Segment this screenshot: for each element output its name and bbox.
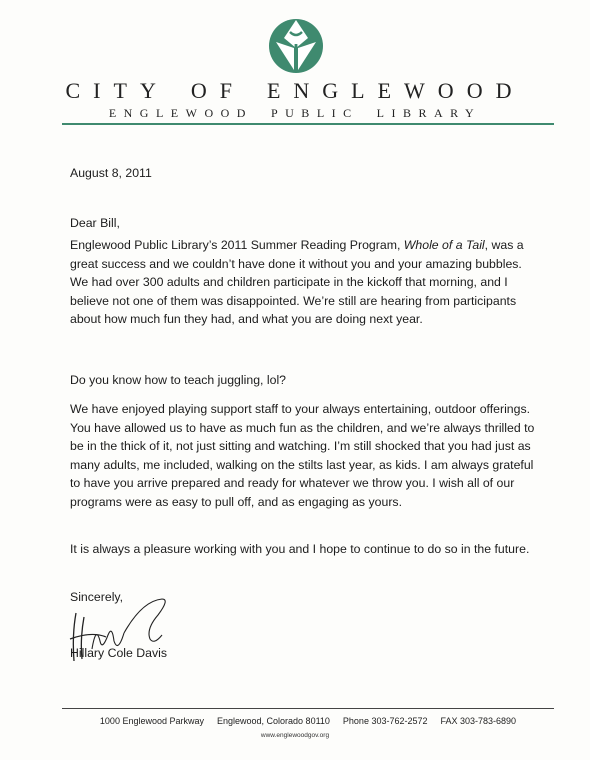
footer-fax: FAX 303-783-6890 [440,716,517,726]
title-word-city: CITY [65,78,169,103]
footer-divider [62,708,554,709]
paragraph-3: We have enjoyed playing support staff to your always entertaining, outdoor offerings. You have allowed us to have as much fun as the children, and we’re always thrilled to be in the thick of it, not just sitting and watching. I’m still shocked that you had just as many adults, me included, walking on the stilts last year, as kids. I am always grateful to have you arrive prepared and ready for whatever we throw you. I wish all of our programs were as easy to pull off, and as engaging as yours. [70,402,535,509]
salutation: Dear Bill, [70,216,120,230]
subtitle-word-englewood: ENGLEWOOD [108,106,253,120]
program-title: Whole of a Tail [403,238,485,252]
paragraph-1-text-b: , was a great success and we couldn’t have done it without you and your amazing bubbles. We had over 300 adults and children participate in the kickoff that morning, and I believe not one of them was disappointed. We’re still are hearing from participants about how much fun they had, and what you are doing next year. [70,238,524,327]
header-divider [62,123,554,125]
footer-website-link[interactable]: www.englewoodgov.org [260,732,330,739]
paragraph-4: It is always a pleasure working with you and I hope to continue to do so in the future. [70,542,530,556]
title-word-of: OF [190,78,245,103]
letter-date: August 8, 2011 [70,166,152,180]
signer-name: Hillary Cole Davis [70,646,168,660]
paragraph-1-text-a: Englewood Public Library’s 2011 Summer Reading Program, [70,238,404,252]
subtitle-word-public: PUBLIC [270,106,359,120]
title-word-englewood: ENGLEWOOD [266,78,525,103]
paragraph-1 [70,236,540,329]
englewood-tree-logo-icon [268,18,324,74]
footer-contact [62,716,554,726]
library-subtitle [0,106,590,121]
closing: Sincerely, [70,590,124,604]
paragraph-2: Do you know how to teach juggling, lol? [70,373,287,387]
city-of-englewood-title [0,78,590,104]
footer-phone: Phone 303-762-2572 [342,716,428,726]
footer-city: Englewood, Colorado 80110 [217,716,330,726]
subtitle-word-library: LIBRARY [376,106,482,120]
footer-address: 1000 Englewood Parkway [99,716,204,726]
